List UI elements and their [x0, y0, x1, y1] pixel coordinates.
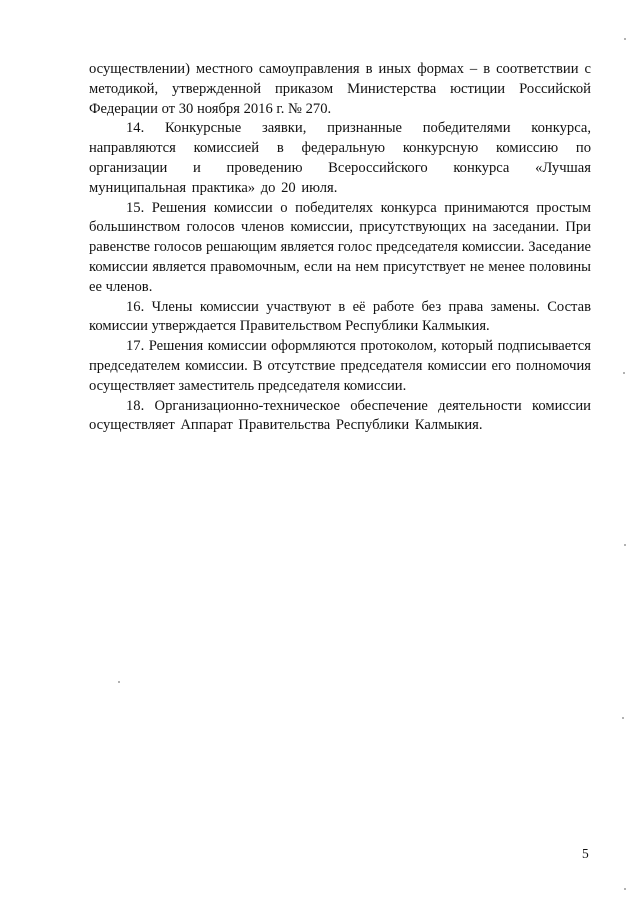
- paragraph-18: 18. Организационно-техническое обеспечение деятельности комиссии осуществляет Аппарат Правительства Республики Калмыкия.: [89, 397, 591, 434]
- paragraph-15: 15. Решения комиссии о победителях конкурса принимаются простым большинством голосов членов комиссии, присутствующих на заседании. При равенстве голосов решающим является голос председателя комиссии. Заседание комиссии является правомочным, если на нем присутствует не менее половины ее членов.: [89, 199, 591, 295]
- paragraph-17: 17. Решения комиссии оформляются протоколом, который подписывается председателем комиссии. В отсутствие председателя комиссии его полномочия осуществляет заместитель председателя комиссии.: [89, 338, 591, 394]
- scan-speck: [118, 681, 120, 683]
- page-number: 5: [582, 846, 589, 861]
- scan-speck: [623, 372, 625, 374]
- scan-speck: [622, 717, 624, 719]
- paragraph-16: 16. Члены комиссии участвуют в её работе без права замены. Состав комиссии утверждается Правительством Республики Калмыкия.: [89, 298, 591, 335]
- scan-speck: [624, 544, 626, 546]
- paragraph-14: 14. Конкурсные заявки, признанные победителями конкурса, направляются комиссией в федеральную конкурсную комиссию по организации и проведению Всероссийского конкурса «Лучшая муниципальная практика» до 20 июля.: [89, 120, 591, 196]
- paragraph-continuation: осуществлении) местного самоуправления в иных формах – в соответствии с методикой, утвержденной приказом Министерства юстиции Российской Федерации от 30 ноября 2016 г. № 270.: [89, 61, 591, 117]
- document-body: [89, 60, 591, 436]
- scan-speck: [624, 888, 626, 890]
- scan-speck: [624, 38, 626, 40]
